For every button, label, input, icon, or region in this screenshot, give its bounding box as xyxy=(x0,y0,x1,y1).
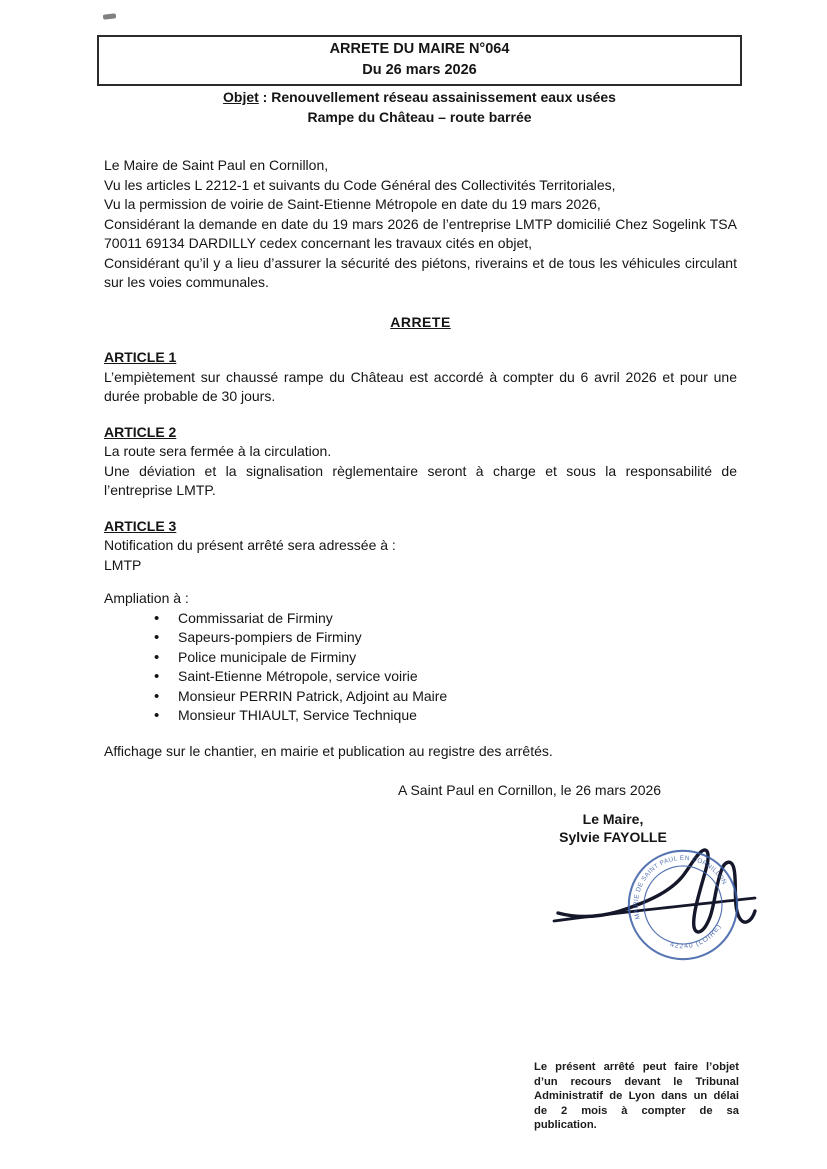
svg-text:42240 (LOIRE) xyxy=(667,920,727,957)
list-item-label: Monsieur THIAULT, Service Technique xyxy=(178,707,417,723)
subject-block xyxy=(97,88,742,127)
document-body xyxy=(104,156,737,801)
list-item-label: Sapeurs-pompiers de Firminy xyxy=(178,629,362,645)
list-item xyxy=(104,648,737,668)
decision-heading: ARRETE xyxy=(390,313,451,330)
subject-text: : Renouvellement réseau assainissement eaux usées xyxy=(258,89,616,105)
subject-label: Objet xyxy=(223,89,259,105)
list-item xyxy=(104,667,737,687)
bullet-icon: • xyxy=(154,648,160,666)
article-3-title: ARTICLE 3 xyxy=(104,517,177,534)
article-1 xyxy=(104,348,737,407)
list-item-label: Monsieur PERRIN Patrick, Adjoint au Maire xyxy=(178,687,448,704)
signature-block xyxy=(518,810,708,846)
affichage-line: Affichage sur le chantier, en mairie et publication au registre des arrêtés. xyxy=(104,742,553,759)
article-1-paragraph: L’empiètement sur chaussé rampe du Château est accordé à compter du 6 avril 2026 et pour une durée probable de 30 jours. xyxy=(104,368,737,404)
bullet-icon: • xyxy=(154,707,160,724)
ampliation-label: Ampliation à : xyxy=(104,590,189,606)
ampliation-block xyxy=(104,589,737,726)
legal-notice: Le présent arrêté peut faire l’objet d’un recours devant le Tribunal Administratif de Lyon dans un délai de 2 mois à compter de sa publication. xyxy=(534,1061,739,1131)
article-2-paragraph: Une déviation et la signalisation règlementaire seront à charge et sous la responsabilité de l’entreprise LMTP. xyxy=(104,462,737,498)
bullet-icon: • xyxy=(154,629,160,646)
preamble-line: Le Maire de Saint Paul en Cornillon, xyxy=(104,157,329,173)
list-item xyxy=(104,687,737,707)
article-3 xyxy=(104,517,737,576)
list-item xyxy=(104,706,737,726)
subject-line-2: Rampe du Château – route barrée xyxy=(307,108,532,125)
article-2 xyxy=(104,423,737,501)
article-2-title: ARTICLE 2 xyxy=(104,423,177,440)
stamp-arc-top-text: MAIRIE DE SAINT PAUL EN CORNILLON xyxy=(632,854,728,920)
article-3-paragraph: LMTP xyxy=(104,556,142,573)
preamble-line: Vu la permission de voirie de Saint-Etienne Métropole en date du 19 mars 2026, xyxy=(104,196,601,212)
place-date-line: A Saint Paul en Cornillon, le 26 mars 2026 xyxy=(398,782,662,798)
title-box xyxy=(97,35,742,86)
list-item xyxy=(104,609,737,629)
subject-line-1 xyxy=(97,88,742,108)
stamp-arc-bottom-text: 42240 (LOIRE) xyxy=(669,922,723,951)
preamble-line: Vu les articles L 2212-1 et suivants du Code Général des Collectivités Territoriales, xyxy=(104,176,616,193)
list-item-label: Police municipale de Firminy xyxy=(178,648,357,665)
bullet-icon: • xyxy=(154,668,160,685)
bullet-icon: • xyxy=(154,687,160,705)
preamble-line: Considérant qu’il y a lieu d’assurer la sécurité des piétons, riverains et de tous les véhicules circulant sur les voies communales. xyxy=(104,254,737,290)
preamble-line: Considérant la demande en date du 19 mars 2026 de l’entreprise LMTP domicilié Chez Sogelink TSA 70011 69134 DARDILLY cedex concernant les travaux cités en objet, xyxy=(104,215,737,251)
list-item-label: Saint-Etienne Métropole, service voirie xyxy=(178,668,418,684)
document-title: ARRETE DU MAIRE N°064 xyxy=(329,41,510,57)
article-1-title: ARTICLE 1 xyxy=(104,349,177,365)
ampliation-list xyxy=(104,609,737,726)
bullet-icon: • xyxy=(154,609,160,627)
signer-name: Sylvie FAYOLLE xyxy=(559,829,667,845)
article-2-paragraph: La route sera fermée à la circulation. xyxy=(104,443,332,459)
signer-title: Le Maire, xyxy=(582,811,644,827)
list-item-label: Commissariat de Firminy xyxy=(178,609,333,626)
scan-artifact xyxy=(103,13,116,19)
article-3-paragraph: Notification du présent arrêté sera adressée à : xyxy=(104,537,396,553)
document-date: Du 26 mars 2026 xyxy=(362,62,477,78)
list-item xyxy=(104,628,737,648)
